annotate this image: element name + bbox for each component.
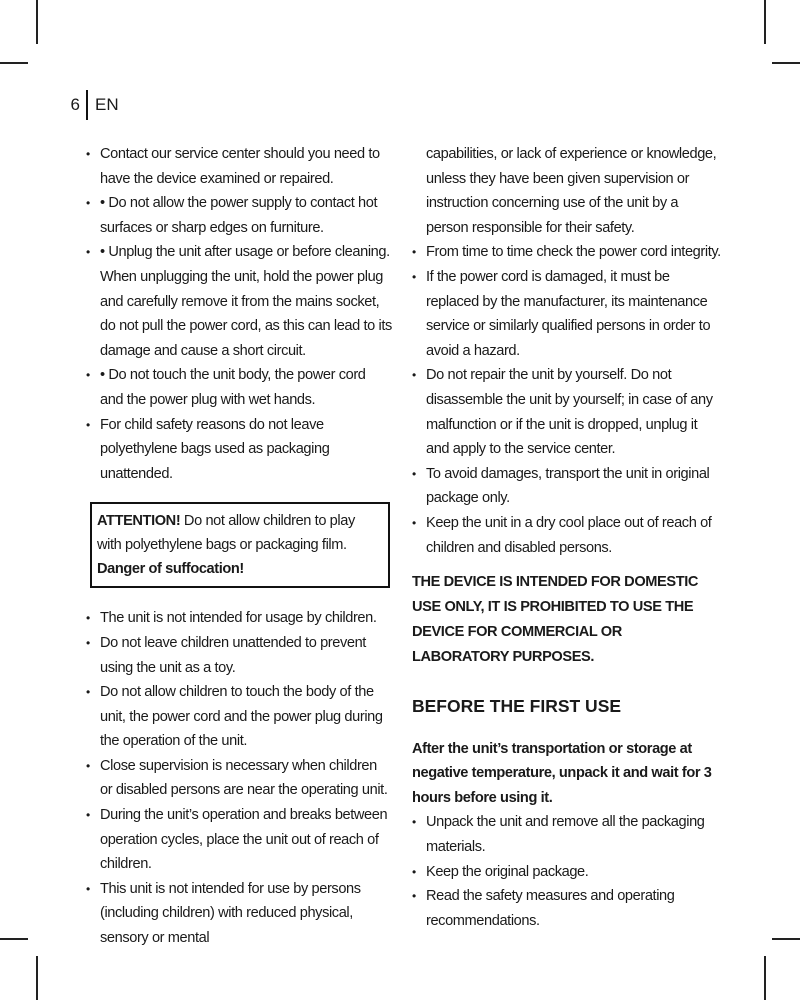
safety-list-top xyxy=(86,142,392,486)
page-number: 6 xyxy=(70,95,80,114)
list-item: • Do not allow children to touch the body of the unit, the power cord and the power plug during the operation of the unit. xyxy=(86,680,392,754)
list-item: • Read the safety measures and operating recommendations. xyxy=(412,884,722,933)
crop-mark xyxy=(0,938,28,940)
crop-mark xyxy=(764,956,766,1000)
first-use-list xyxy=(412,810,722,933)
list-item: • The unit is not intended for usage by children. xyxy=(86,606,392,631)
crop-mark xyxy=(764,0,766,44)
header-divider xyxy=(86,90,88,120)
list-item: • For child safety reasons do not leave polyethylene bags used as packaging unattended. xyxy=(86,413,392,487)
list-item: • This unit is not intended for use by persons (including children) with reduced physical, sensory or mental xyxy=(86,877,392,951)
list-item: • Unpack the unit and remove all the packaging materials. xyxy=(412,810,722,859)
list-item: capabilities, or lack of experience or knowledge, unless they have been given supervision or instruction concerning use of the unit by a person responsible for their safety. xyxy=(426,146,717,236)
safety-list-continued xyxy=(412,142,722,560)
crop-mark xyxy=(36,956,38,1000)
list-item: • Keep the unit in a dry cool place out of reach of children and disabled persons. xyxy=(412,511,722,560)
crop-mark xyxy=(36,0,38,44)
list-item: • If the power cord is damaged, it must be replaced by the manufacturer, its maintenance service or similarly qualified persons in order to avoid a hazard. xyxy=(412,265,722,363)
list-item: • From time to time check the power cord integrity. xyxy=(412,240,722,265)
attention-warning: Danger of suffocation! xyxy=(97,561,244,578)
list-item: • Contact our service center should you need to have the device examined or repaired. xyxy=(86,142,392,191)
attention-label: ATTENTION! xyxy=(97,513,181,530)
list-item: • • Do not allow the power supply to contact hot surfaces or sharp edges on furniture. xyxy=(86,191,392,240)
language-code: EN xyxy=(95,95,119,114)
attention-box xyxy=(90,502,390,588)
list-item: • Close supervision is necessary when children or disabled persons are near the operating unit. xyxy=(86,754,392,803)
list-item: • Keep the original package. xyxy=(412,860,722,885)
list-item: • To avoid damages, transport the unit in original package only. xyxy=(412,462,722,511)
attention-text: Do not allow children to play with polyethylene bags or packaging film. xyxy=(97,513,355,554)
crop-mark xyxy=(772,938,800,940)
list-item: • Do not leave children unattended to prevent using the unit as a toy. xyxy=(86,631,392,680)
page-header xyxy=(64,90,119,120)
left-column xyxy=(86,142,392,951)
section-lead: After the unit’s transportation or storage at negative temperature, unpack it and wait for 3 hours before using it. xyxy=(412,740,712,806)
list-item: • • Do not touch the unit body, the power cord and the power plug with wet hands. xyxy=(86,363,392,412)
list-item: • During the unit’s operation and breaks between operation cycles, place the unit out of reach of children. xyxy=(86,803,392,877)
right-column xyxy=(412,142,722,933)
list-item: • Do not repair the unit by yourself. Do not disassemble the unit by yourself; in case of any malfunction or if the unit is dropped, unplug it and apply to the service center. xyxy=(412,363,722,461)
section-title: BEFORE THE FIRST USE xyxy=(412,696,622,717)
crop-mark xyxy=(772,62,800,64)
list-item: • • Unplug the unit after usage or before cleaning. When unplugging the unit, hold the power plug and carefully remove it from the mains socket, do not pull the power cord, as this can lead to its damage and cause a short circuit. xyxy=(86,240,392,363)
safety-list-bottom xyxy=(86,606,392,950)
domestic-use-notice: THE DEVICE IS INTENDED FOR DOMESTIC USE ONLY, IT IS PROHIBITED TO USE THE DEVICE FOR COMMERCIAL OR LABORATORY PURPOSES. xyxy=(412,574,699,666)
crop-mark xyxy=(0,62,28,64)
